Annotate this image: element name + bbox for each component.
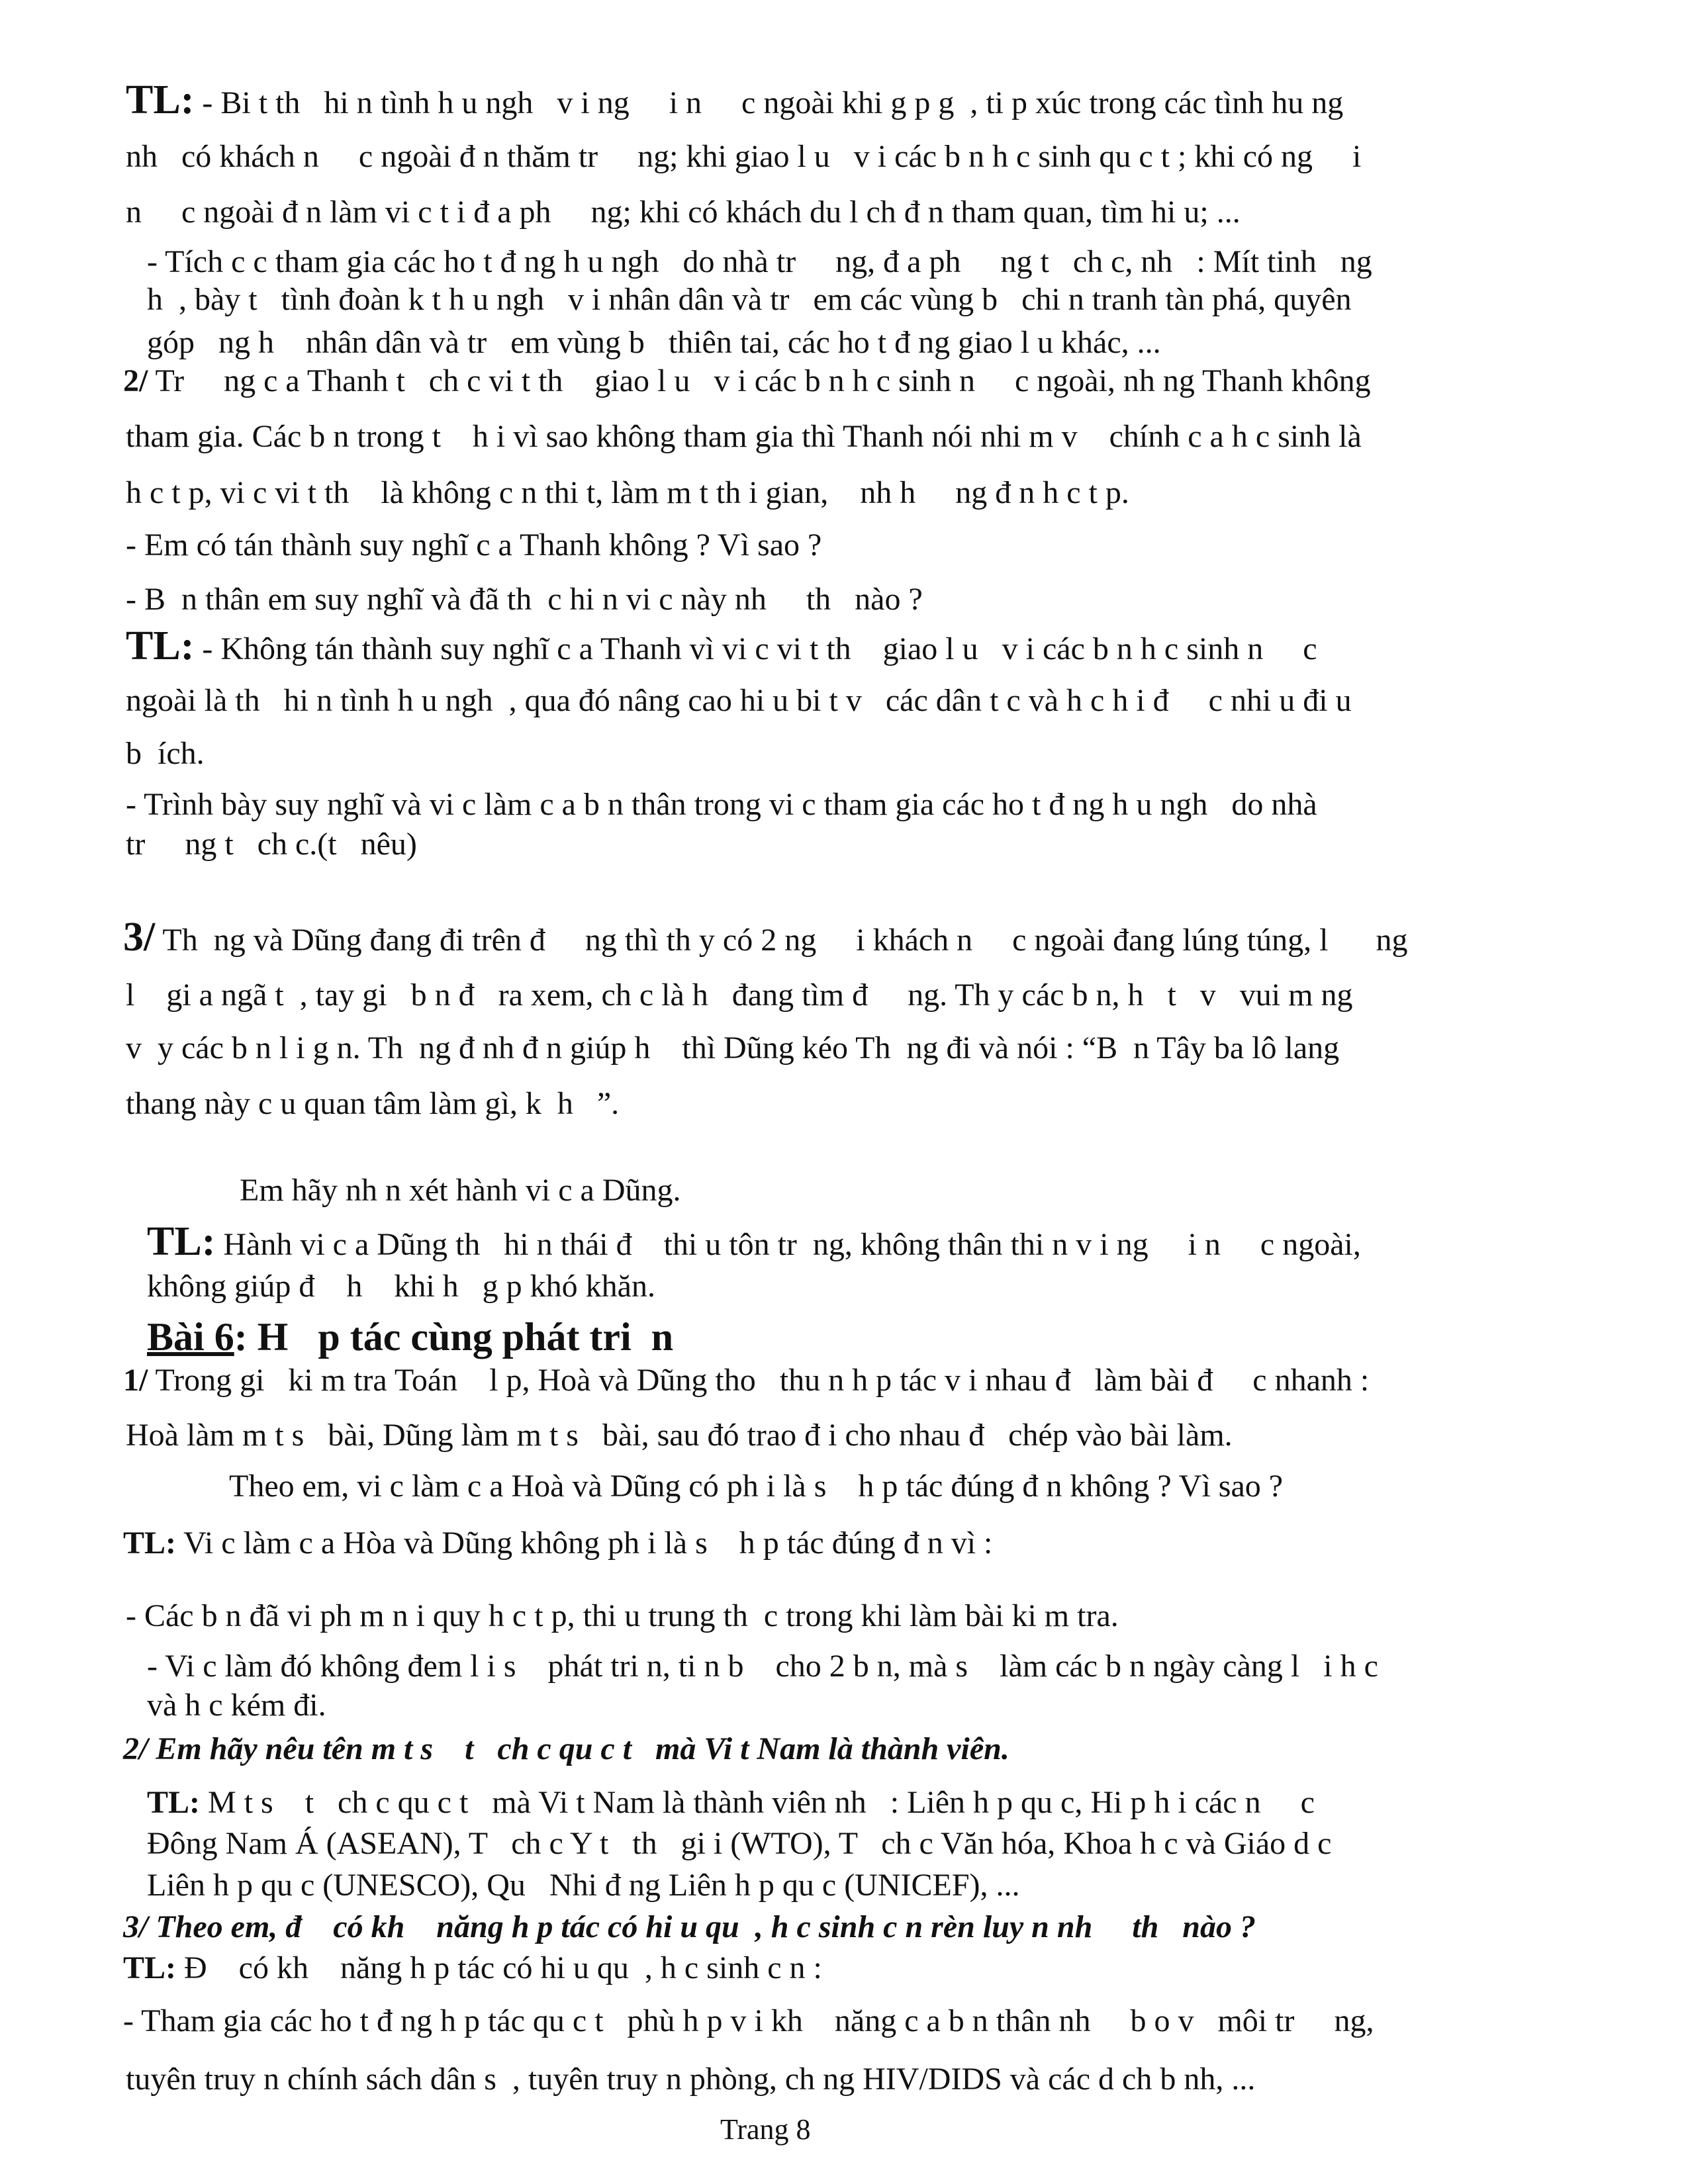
page-footer: Trang 8: [720, 2113, 811, 2146]
text-line: [147, 1787, 1315, 1819]
text-run: Bài 6: [147, 1315, 234, 1359]
text-run: - Tích c c tham gia các ho t đ ng h u ngh do nhà tr ng, đ a ph ng t ch c, nh : Mít tinh ng: [147, 244, 1372, 279]
text-line: [123, 1365, 1369, 1396]
text-line: [240, 1175, 681, 1206]
text-line: [147, 1828, 1331, 1860]
text-line: [126, 979, 1352, 1011]
text-run: Em hãy nh n xét hành vi c a Dũng.: [240, 1173, 681, 1208]
text-line: [126, 584, 923, 615]
text-line: [147, 1690, 326, 1721]
text-run: 1/: [123, 1363, 148, 1398]
text-run: Th ng và Dũng đang đi trên đ ng thì th y có 2 ng i khách n c ngoài đang lúng túng, l ng: [155, 923, 1408, 958]
text-run: - Không tán thành suy nghĩ c a Thanh vì vi c vi t th giao l u v i các b n h c sinh n c: [194, 631, 1317, 666]
text-line: [126, 625, 1317, 666]
text-line: [126, 738, 205, 770]
text-run: - Em có tán thành suy nghĩ c a Thanh không ? Vì sao ?: [126, 527, 822, 563]
text-line: [147, 246, 1372, 278]
text-run: 2/: [123, 363, 148, 398]
text-line: [126, 1420, 1233, 1451]
text-run: Hoà làm m t s bài, Dũng làm m t s bài, sau đó trao đ i cho nhau đ chép vào bài làm.: [126, 1418, 1233, 1453]
text-run: - Vi c làm đó không đem l i s phát tri n, ti n b cho 2 b n, mà s làm các b n ngày càng l i h c: [147, 1649, 1378, 1684]
text-run: thang này c u quan tâm làm gì, k h ”.: [126, 1086, 620, 1121]
text-run: v y các b n l i g n. Th ng đ nh đ n giúp h thì Dũng kéo Th ng đi và nói : “B n Tây ba lô lang: [126, 1030, 1340, 1066]
text-run: Đ có kh năng h p tác có hi u qu , h c sinh c n :: [176, 1950, 822, 1985]
text-line: [123, 1911, 1256, 1943]
text-line: [147, 1651, 1378, 1682]
text-line: [147, 327, 1161, 359]
text-line: [126, 421, 1362, 453]
text-line: [123, 1527, 992, 1559]
text-line: [147, 1317, 673, 1357]
text-run: Liên h p qu c (UNESCO), Qu Nhi đ ng Liên h p qu c (UNICEF), ...: [147, 1868, 1020, 1903]
text-run: ngoài là th hi n tình h u ngh , qua đó nâng cao hi u bi t v các dân t c và h c h i đ c nhi u đi u: [126, 683, 1352, 718]
text-line: [123, 1733, 1009, 1765]
text-run: h , bày t tình đoàn k t h u ngh v i nhân dân và tr em các vùng b chi n tranh tàn phá, quyên: [147, 282, 1352, 317]
text-run: và h c kém đi.: [147, 1688, 326, 1723]
text-line: [123, 1952, 822, 1984]
text-line: [126, 477, 1129, 509]
text-run: 3/: [123, 915, 156, 960]
text-line: [126, 1600, 1119, 1632]
text-run: - Trình bày suy nghĩ và vi c làm c a b n thân trong vi c tham gia các ho t đ ng h u ngh do nhà: [126, 787, 1317, 822]
text-run: - Các b n đã vi ph m n i quy h c t p, thi u trung th c trong khi làm bài ki m tra.: [126, 1598, 1119, 1633]
text-line: [123, 2005, 1374, 2037]
text-run: n c ngoài đ n làm vi c t i đ a ph ng; khi có khách du l ch đ n tham quan, tìm hi u; ...: [126, 195, 1241, 230]
text-line: [126, 685, 1352, 717]
text-line: [126, 197, 1241, 228]
text-run: - Bi t th hi n tình h u ngh v i ng i n c ngoài khi g p g , ti p xúc trong các tình hu ng: [194, 85, 1344, 120]
text-run: TL:: [123, 1525, 177, 1561]
text-run: góp ng h nhân dân và tr em vùng b thiên tai, các ho t đ ng giao l u khác, ...: [147, 325, 1161, 360]
text-run: - B n thân em suy nghĩ và đã th c hi n vi c này nh th nào ?: [126, 582, 923, 617]
text-line: [126, 529, 821, 561]
text-run: không giúp đ h khi h g p khó khăn.: [147, 1269, 655, 1304]
text-line: [147, 1221, 1361, 1262]
text-run: 2/ Em hãy nêu tên m t s t ch c qu c t mà Vi t Nam là thành viên.: [123, 1731, 1009, 1766]
text-line: [229, 1471, 1283, 1502]
text-line: [123, 365, 1371, 397]
text-line: [147, 1870, 1020, 1901]
text-run: TL:: [126, 623, 195, 668]
text-run: Theo em, vi c làm c a Hoà và Dũng có ph i là s h p tác đúng đ n không ? Vì sao ?: [229, 1469, 1284, 1504]
text-run: M t s t ch c qu c t mà Vi t Nam là thành viên nh : Liên h p qu c, Hi p h i các n c: [200, 1785, 1315, 1820]
text-run: tuyên truy n chính sách dân s , tuyên truy n phòng, ch ng HIV/DIDS và các d ch b nh, ...: [126, 2062, 1256, 2097]
text-run: Đông Nam Á (ASEAN), T ch c Y t th gi i (WTO), T ch c Văn hóa, Khoa h c và Giáo d c: [147, 1826, 1332, 1861]
text-line: [126, 79, 1343, 120]
text-run: nh có khách n c ngoài đ n thăm tr ng; khi giao l u v i các b n h c sinh qu c t ; khi có ng i: [126, 139, 1362, 174]
text-run: l gi a ngã t , tay gi b n đ ra xem, ch c là h đang tìm đ ng. Th y các b n, h t v vui m ng: [126, 978, 1353, 1013]
text-line: [126, 789, 1317, 821]
text-line: [147, 1271, 655, 1302]
text-run: 3/ Theo em, đ có kh năng h p tác có hi u qu , h c sinh c n rèn luy n nh th nào ?: [123, 1909, 1256, 1944]
text-line: [126, 2064, 1255, 2095]
text-run: Hành vi c a Dũng th hi n thái đ thi u tôn tr ng, không thân thi n v i ng i n c ngoài,: [215, 1227, 1361, 1262]
text-run: : H p tác cùng phát tri n: [234, 1315, 674, 1359]
text-line: [123, 917, 1407, 958]
text-line: [126, 1088, 619, 1120]
text-run: h c t p, vi c vi t th là không c n thi t, làm m t th i gian, nh h ng đ n h c t p.: [126, 475, 1129, 510]
text-run: TL:: [147, 1219, 216, 1264]
text-line: [126, 141, 1361, 173]
text-run: Trong gi ki m tra Toán l p, Hoà và Dũng tho thu n h p tác v i nhau đ làm bài đ c nhanh :: [148, 1363, 1370, 1398]
text-run: TL:: [123, 1950, 177, 1985]
text-run: - Tham gia các ho t đ ng h p tác qu c t phù h p v i kh năng c a b n thân nh b o v môi tr ng,: [123, 2003, 1374, 2038]
text-run: Tr ng c a Thanh t ch c vi t th giao l u v i các b n h c sinh n c ngoài, nh ng Thanh không: [148, 363, 1371, 398]
text-run: tr ng t ch c.(t nêu): [126, 827, 417, 862]
text-run: Vi c làm c a Hòa và Dũng không ph i là s h p tác đúng đ n vì :: [176, 1525, 993, 1561]
text-run: b ích.: [126, 736, 205, 771]
text-run: TL:: [126, 77, 195, 122]
text-line: [147, 284, 1352, 316]
text-run: TL:: [147, 1785, 201, 1820]
text-line: [126, 829, 417, 860]
text-run: tham gia. Các b n trong t h i vì sao không tham gia thì Thanh nói nhi m v chính c a h c sinh là: [126, 419, 1362, 454]
text-line: [126, 1032, 1339, 1064]
